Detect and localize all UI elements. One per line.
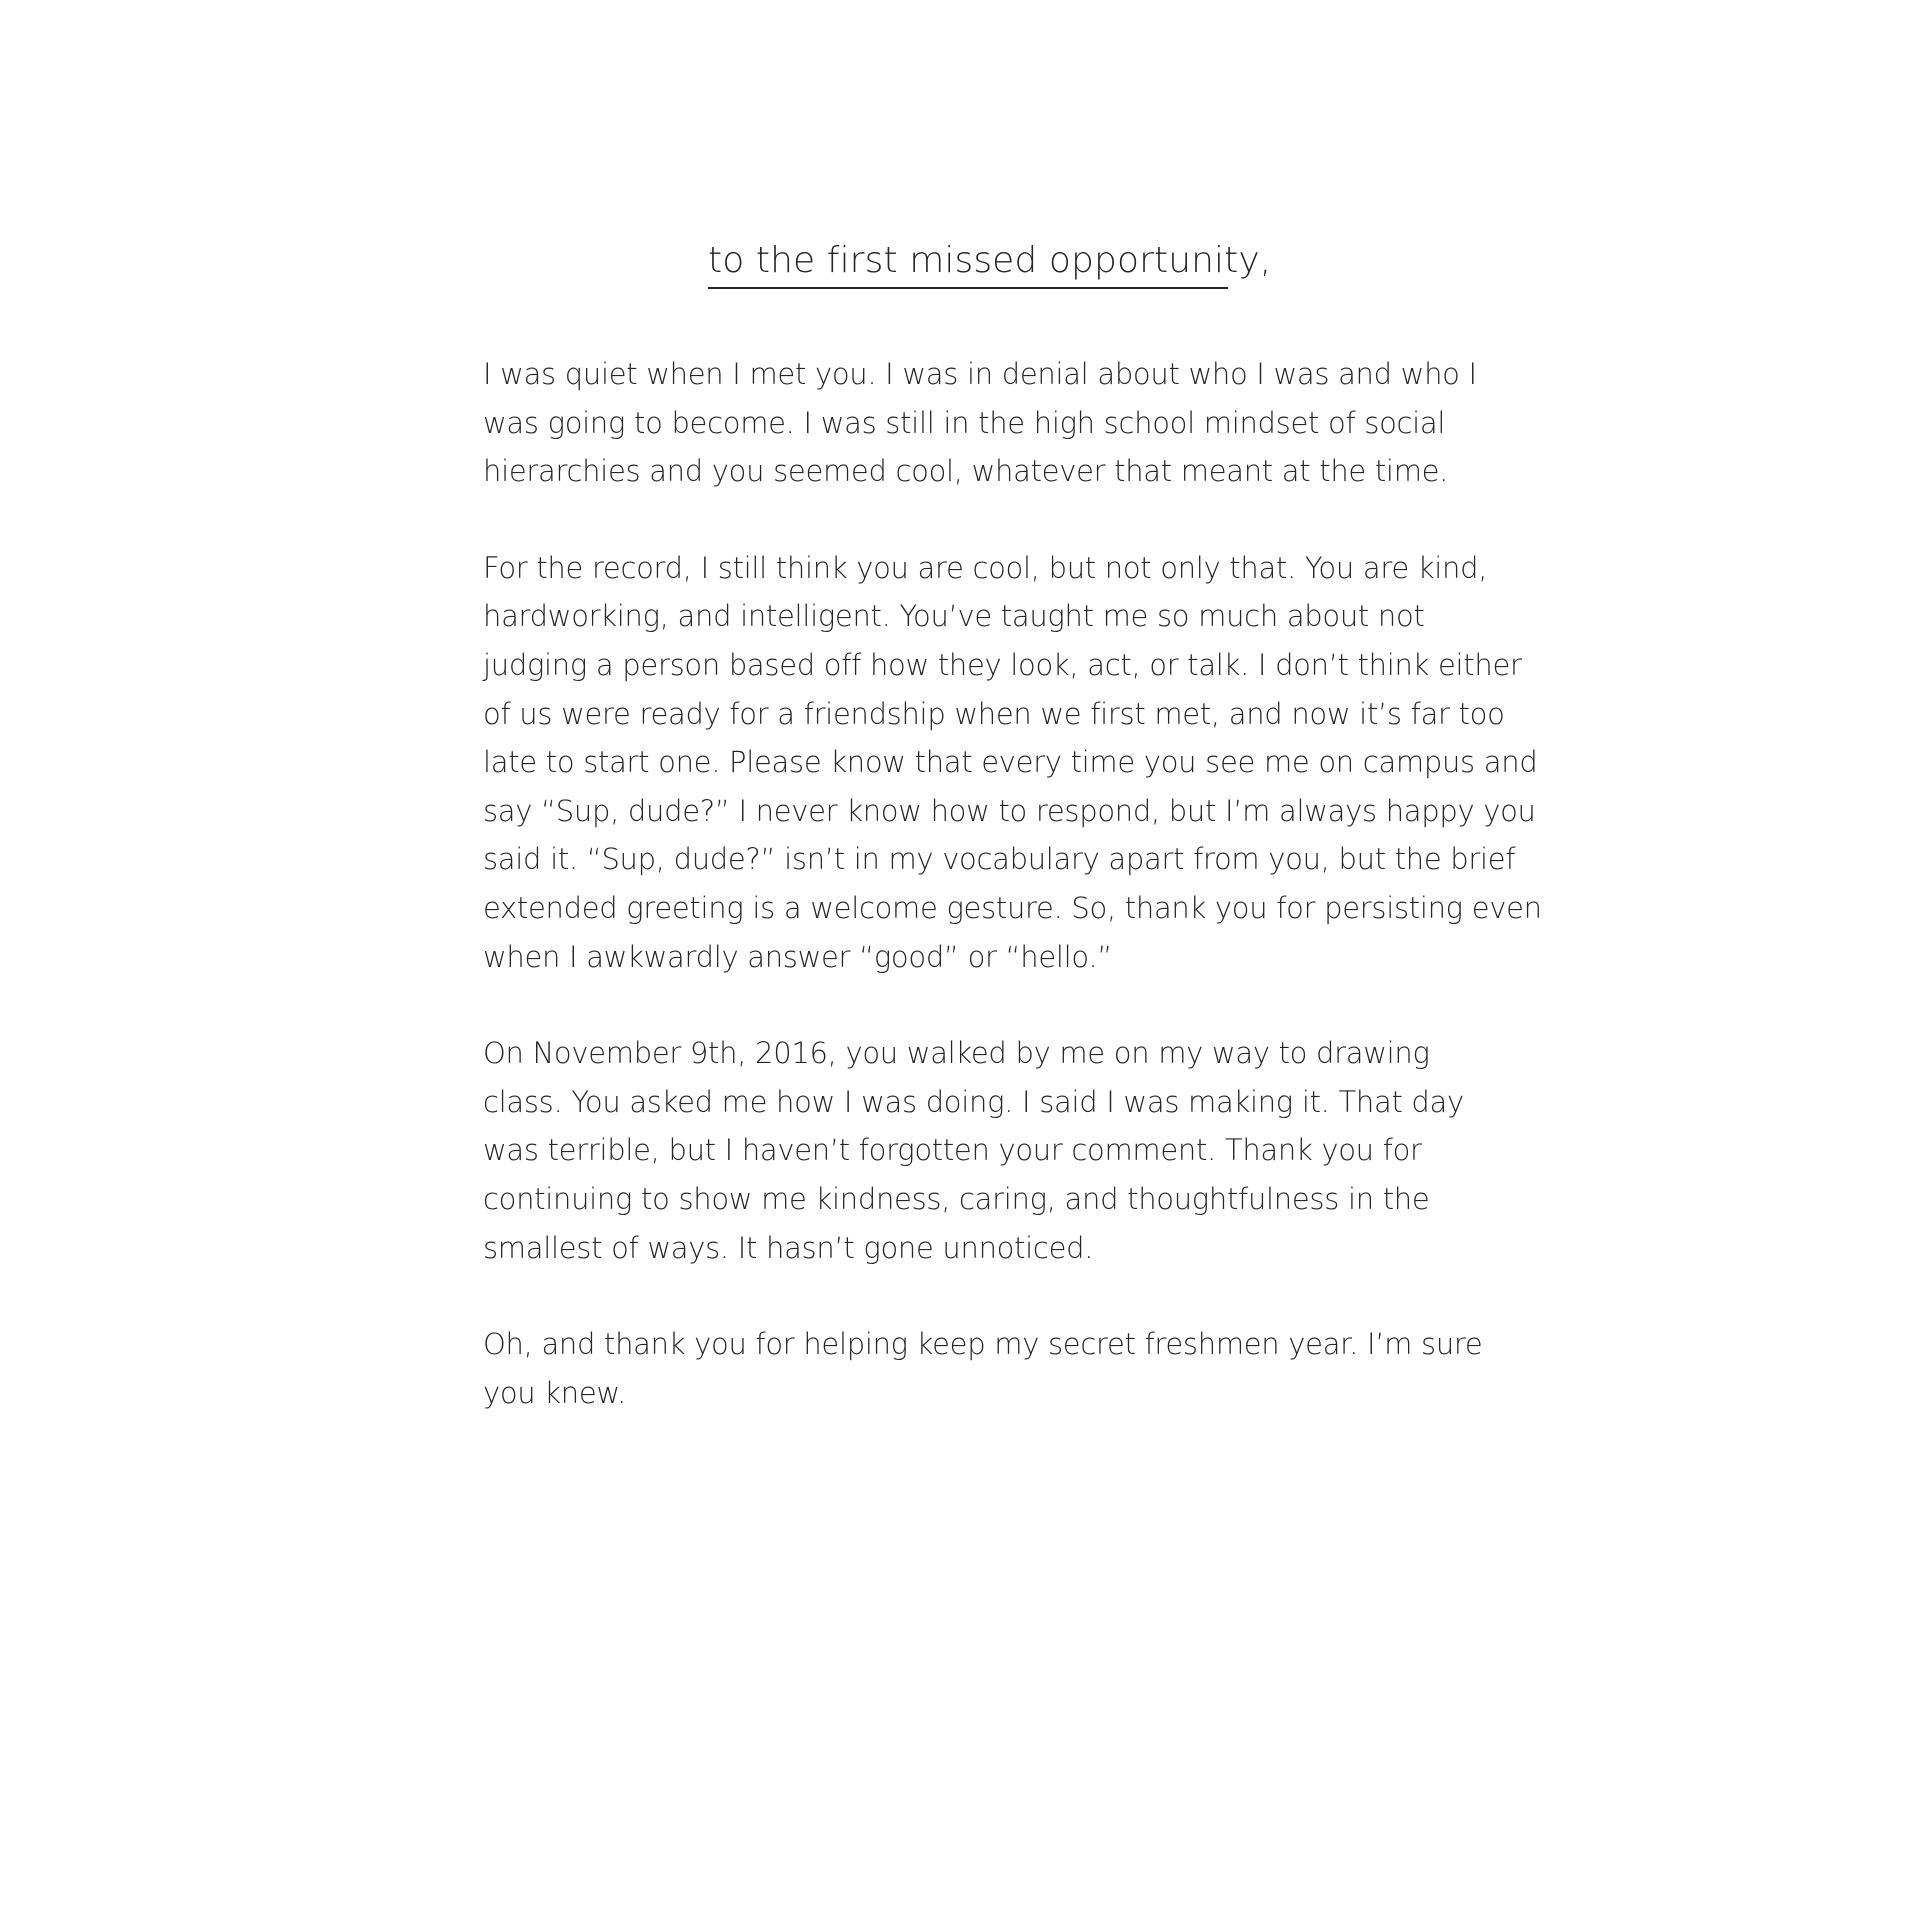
text-line: hardworking, and intelligent. You’ve taught me so much about not <box>483 599 1425 634</box>
text-line: say “Sup, dude?” I never know how to respond, but I’m always happy you <box>483 793 1536 828</box>
text-line: of us were ready for a friendship when we first met, and now it’s far too <box>483 696 1505 731</box>
text-line: continuing to show me kindness, caring, and thoughtfulness in the <box>483 1181 1430 1216</box>
text-line: hierarchies and you seemed cool, whatever that meant at the time. <box>483 454 1449 489</box>
text-line: said it. “Sup, dude?” isn’t in my vocabulary apart from you, but the brief <box>483 842 1516 877</box>
text-line: late to start one. Please know that every time you see me on campus and <box>483 745 1538 780</box>
text-line: you knew. <box>483 1375 627 1410</box>
paragraph-4 <box>483 1320 1483 1417</box>
paragraph-1 <box>483 350 1477 496</box>
text-line: On November 9th, 2016, you walked by me on my way to drawing <box>483 1036 1430 1071</box>
title-container <box>708 238 1272 289</box>
text-line: was terrible, but I haven’t forgotten your comment. Thank you for <box>483 1133 1422 1168</box>
text-line: was going to become. I was still in the high school mindset of social <box>483 405 1446 440</box>
paragraph-2 <box>483 544 1542 981</box>
text-line: class. You asked me how I was doing. I said I was making it. That day <box>483 1084 1464 1119</box>
text-line: extended greeting is a welcome gesture. So, thank you for persisting even <box>483 890 1542 925</box>
letter-title: to the first missed opportunity, <box>708 238 1228 289</box>
text-line: smallest of ways. It hasn’t gone unnoticed. <box>483 1230 1094 1265</box>
text-line: For the record, I still think you are cool, but not only that. You are kind, <box>483 550 1488 585</box>
text-line: judging a person based off how they look, act, or talk. I don’t think either <box>483 647 1522 682</box>
letter-body <box>483 350 1542 1465</box>
paragraph-3 <box>483 1029 1463 1272</box>
text-line: Oh, and thank you for helping keep my secret freshmen year. I’m sure <box>483 1327 1483 1362</box>
text-line: when I awkwardly answer “good” or “hello.” <box>483 939 1112 974</box>
text-line: I was quiet when I met you. I was in denial about who I was and who I <box>483 357 1477 391</box>
